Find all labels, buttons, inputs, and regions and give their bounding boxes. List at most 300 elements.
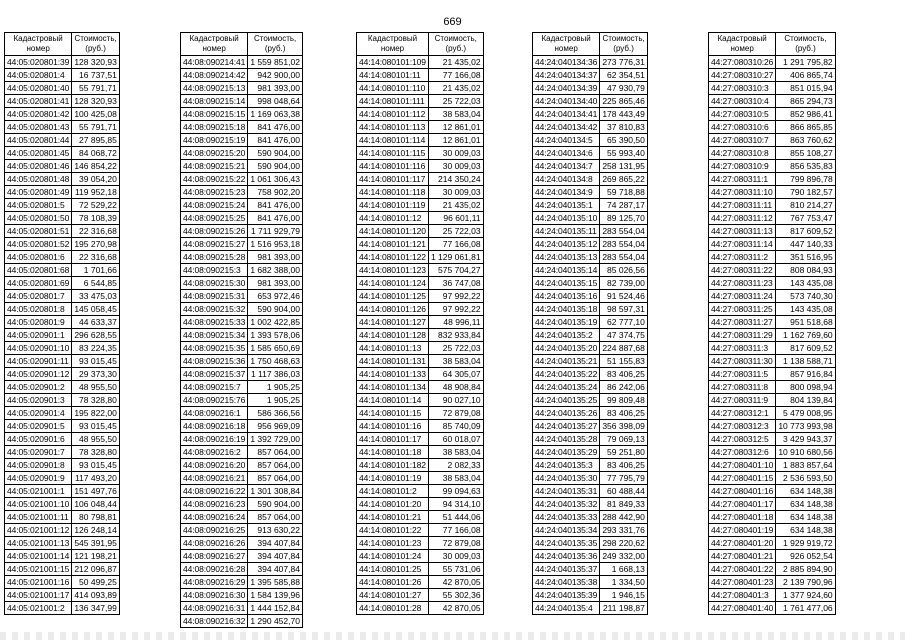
cadastral-number-cell: 44:27:080312:3: [709, 420, 776, 433]
table-row: [709, 459, 836, 472]
cost-cell: 817 609,52: [776, 342, 835, 355]
cadastral-number-cell: 44:08:090215:13: [181, 82, 248, 95]
cadastral-number-cell: 44:05:020801:48: [5, 173, 72, 186]
cadastral-number-cell: 44:08:090214:42: [181, 69, 248, 82]
cost-cell: 211 198,87: [600, 602, 648, 615]
cost-cell: 47 374,75: [600, 329, 648, 342]
cost-cell: 51 444,06: [428, 511, 483, 524]
table-row: [709, 56, 836, 69]
cost-header: Стоимость, (руб.): [248, 33, 303, 56]
table-row: [5, 186, 120, 199]
cadastral-number-cell: 44:08:090215:20: [181, 147, 248, 160]
table-row: [5, 303, 120, 316]
cadastral-number-cell: 44:14:080101:126: [357, 303, 429, 316]
table-row: [709, 225, 836, 238]
table-row: [533, 316, 648, 329]
cadastral-number-cell: 44:08:090215:26: [181, 225, 248, 238]
table-row: [533, 147, 648, 160]
table-row: [357, 186, 484, 199]
cadastral-number-cell: 44:08:090216:25: [181, 524, 248, 537]
cost-cell: 3 429 943,37: [776, 433, 835, 446]
cadastral-number-cell: 44:05:020801:43: [5, 121, 72, 134]
cost-cell: 1 516 953,18: [248, 238, 303, 251]
cadastral-number-cell: 44:05:021001:17: [5, 589, 72, 602]
table-row: [5, 56, 120, 69]
cost-cell: 21 435,02: [428, 56, 483, 69]
cadastral-number-cell: 44:05:020901:1: [5, 329, 72, 342]
cadastral-number-header: Кадастровый номер: [533, 33, 600, 56]
cost-cell: 83 406,25: [600, 368, 648, 381]
cost-cell: 30 009,03: [428, 550, 483, 563]
cost-cell: 106 048,44: [72, 498, 120, 511]
cadastral-number-cell: 44:14:080101:119: [357, 199, 429, 212]
cadastral-number-cell: 44:08:090216:32: [181, 615, 248, 628]
table-row: [181, 498, 303, 511]
cost-cell: 89 125,70: [600, 212, 648, 225]
table-row: [357, 95, 484, 108]
cadastral-number-cell: 44:08:090215:28: [181, 251, 248, 264]
cost-cell: 981 393,00: [248, 82, 303, 95]
cost-cell: 38 583,04: [428, 355, 483, 368]
cadastral-number-cell: 44:05:020901:4: [5, 407, 72, 420]
cadastral-number-cell: 44:24:040135:37: [533, 563, 600, 576]
table-header-row: [709, 33, 836, 56]
cadastral-number-cell: 44:14:080101:112: [357, 108, 429, 121]
cadastral-number-cell: 44:14:080101:27: [357, 589, 429, 602]
cadastral-number-cell: 44:05:020901:8: [5, 459, 72, 472]
cadastral-number-cell: 44:24:040134:40: [533, 95, 600, 108]
cadastral-number-cell: 44:27:080310:5: [709, 108, 776, 121]
cost-table-3: [356, 32, 484, 615]
table-row: [5, 134, 120, 147]
table-row: [533, 212, 648, 225]
cost-cell: 25 722,03: [428, 95, 483, 108]
cost-cell: 74 287,17: [600, 199, 648, 212]
table-row: [181, 485, 303, 498]
cost-cell: 1 905,25: [248, 394, 303, 407]
table-row: [5, 459, 120, 472]
cadastral-number-cell: 44:05:020801:4: [5, 69, 72, 82]
cadastral-number-cell: 44:05:021001:16: [5, 576, 72, 589]
cadastral-number-cell: 44:14:080101:113: [357, 121, 429, 134]
cost-cell: 1 129 061,81: [428, 251, 483, 264]
table-row: [181, 511, 303, 524]
cost-cell: 117 493,20: [72, 472, 120, 485]
cadastral-number-cell: 44:14:080101:134: [357, 381, 429, 394]
table-row: [533, 524, 648, 537]
table-row: [357, 511, 484, 524]
table-row: [5, 277, 120, 290]
table-row: [5, 550, 120, 563]
cost-cell: 128 320,93: [72, 56, 120, 69]
cost-cell: 1 682 388,00: [248, 264, 303, 277]
cost-table-5: [708, 32, 836, 615]
cost-cell: 85 740,09: [428, 420, 483, 433]
cadastral-number-cell: 44:05:020801:9: [5, 316, 72, 329]
cadastral-number-cell: 44:14:080101:24: [357, 550, 429, 563]
cost-cell: 810 214,27: [776, 199, 835, 212]
table-row: [5, 420, 120, 433]
table-row: [709, 446, 836, 459]
cost-cell: 394 407,84: [248, 550, 303, 563]
table-header-row: [357, 33, 484, 56]
cost-cell: 30 009,03: [428, 160, 483, 173]
cadastral-number-cell: 44:08:090215:7: [181, 381, 248, 394]
table-row: [357, 576, 484, 589]
cadastral-number-cell: 44:14:080101:14: [357, 394, 429, 407]
table-row: [181, 199, 303, 212]
cadastral-number-cell: 44:27:080401:21: [709, 550, 776, 563]
table-row: [709, 134, 836, 147]
table-row: [5, 121, 120, 134]
cadastral-number-cell: 44:24:040135:14: [533, 264, 600, 277]
cost-cell: 575 704,27: [428, 264, 483, 277]
cost-cell: 33 475,03: [72, 290, 120, 303]
cadastral-number-cell: 44:05:020801:44: [5, 134, 72, 147]
table-row: [533, 433, 648, 446]
cost-cell: 269 865,22: [600, 173, 648, 186]
cost-cell: 1 169 063,38: [248, 108, 303, 121]
cadastral-number-cell: 44:05:020901:10: [5, 342, 72, 355]
table-row: [357, 212, 484, 225]
table-row: [181, 602, 303, 615]
cost-cell: 38 583,04: [428, 472, 483, 485]
cost-cell: 865 294,73: [776, 95, 835, 108]
cost-cell: 545 391,95: [72, 537, 120, 550]
cadastral-number-cell: 44:08:090215:30: [181, 277, 248, 290]
table-row: [533, 134, 648, 147]
table-row: [357, 381, 484, 394]
cadastral-number-cell: 44:27:080401:15: [709, 472, 776, 485]
cadastral-number-cell: 44:24:040135:11: [533, 225, 600, 238]
cadastral-number-cell: 44:27:080311:1: [709, 173, 776, 186]
cost-cell: 406 865,74: [776, 69, 835, 82]
cadastral-number-cell: 44:08:090216:29: [181, 576, 248, 589]
cost-cell: 5 479 008,95: [776, 407, 835, 420]
table-row: [357, 264, 484, 277]
cadastral-number-cell: 44:24:040135:39: [533, 589, 600, 602]
cost-cell: 573 740,30: [776, 290, 835, 303]
cost-cell: 97 992,22: [428, 303, 483, 316]
cost-cell: 39 054,20: [72, 173, 120, 186]
cadastral-number-cell: 44:08:090215:22: [181, 173, 248, 186]
cadastral-number-cell: 44:05:020901:11: [5, 355, 72, 368]
cadastral-number-cell: 44:08:090215:25: [181, 212, 248, 225]
cadastral-number-cell: 44:27:080310:27: [709, 69, 776, 82]
cadastral-number-cell: 44:27:080310:26: [709, 56, 776, 69]
table-row: [533, 472, 648, 485]
table-row: [357, 368, 484, 381]
table-row: [709, 69, 836, 82]
cost-cell: 225 865,46: [600, 95, 648, 108]
cost-cell: 84 068,72: [72, 147, 120, 160]
cost-cell: 72 529,22: [72, 199, 120, 212]
table-row: [357, 225, 484, 238]
cadastral-number-cell: 44:05:020801:45: [5, 147, 72, 160]
cost-cell: 93 015,45: [72, 459, 120, 472]
table-row: [709, 303, 836, 316]
table-row: [709, 108, 836, 121]
cost-cell: 283 554,04: [600, 251, 648, 264]
cost-cell: 146 854,22: [72, 160, 120, 173]
cost-cell: 214 350,24: [428, 173, 483, 186]
table-row: [181, 576, 303, 589]
cost-cell: 29 373,30: [72, 368, 120, 381]
cost-cell: 10 773 993,98: [776, 420, 835, 433]
table-row: [5, 511, 120, 524]
table-row: [181, 342, 303, 355]
cadastral-number-cell: 44:05:020801:69: [5, 277, 72, 290]
cadastral-number-header: Кадастровый номер: [181, 33, 248, 56]
cost-cell: 1 290 452,70: [248, 615, 303, 628]
table-row: [709, 160, 836, 173]
cadastral-number-cell: 44:24:040135:16: [533, 290, 600, 303]
cost-cell: 55 993,40: [600, 147, 648, 160]
cost-header: Стоимость, (руб.): [776, 33, 835, 56]
cadastral-number-cell: 44:27:080401:10: [709, 459, 776, 472]
cadastral-number-cell: 44:14:080101:124: [357, 277, 429, 290]
table-row: [5, 160, 120, 173]
table-row: [533, 537, 648, 550]
cadastral-number-cell: 44:27:080401:16: [709, 485, 776, 498]
cadastral-number-cell: 44:05:020801:41: [5, 95, 72, 108]
cadastral-number-cell: 44:08:090216:27: [181, 550, 248, 563]
cost-cell: 653 972,46: [248, 290, 303, 303]
cadastral-number-cell: 44:27:080311:30: [709, 355, 776, 368]
cadastral-number-cell: 44:08:090216:24: [181, 511, 248, 524]
cost-cell: 21 435,02: [428, 199, 483, 212]
cadastral-number-cell: 44:24:040135:20: [533, 342, 600, 355]
table-row: [181, 524, 303, 537]
cadastral-number-cell: 44:24:040135:12: [533, 238, 600, 251]
table-row: [5, 576, 120, 589]
cost-cell: 48 955,50: [72, 433, 120, 446]
cadastral-number-cell: 44:05:020901:7: [5, 446, 72, 459]
table-row: [533, 576, 648, 589]
cadastral-number-cell: 44:14:080101:182: [357, 459, 429, 472]
table-row: [5, 69, 120, 82]
cost-cell: 1 750 468,63: [248, 355, 303, 368]
cadastral-number-cell: 44:27:080311:24: [709, 290, 776, 303]
cost-cell: 249 332,00: [600, 550, 648, 563]
cadastral-number-cell: 44:27:080401:17: [709, 498, 776, 511]
cost-cell: 121 198,21: [72, 550, 120, 563]
cost-cell: 44 633,37: [72, 316, 120, 329]
cost-cell: 90 027,10: [428, 394, 483, 407]
cost-cell: 758 902,20: [248, 186, 303, 199]
cost-header: Стоимость, (руб.): [600, 33, 648, 56]
table-row: [181, 381, 303, 394]
table-row: [181, 537, 303, 550]
cadastral-number-cell: 44:05:020801:52: [5, 238, 72, 251]
cost-cell: 293 331,76: [600, 524, 648, 537]
cadastral-number-cell: 44:14:080101:133: [357, 368, 429, 381]
table-row: [181, 303, 303, 316]
table-row: [533, 446, 648, 459]
table-header-row: [5, 33, 120, 56]
cadastral-number-cell: 44:08:090216:2: [181, 446, 248, 459]
cadastral-number-cell: 44:05:021001:2: [5, 602, 72, 615]
table-row: [5, 95, 120, 108]
table-row: [181, 433, 303, 446]
table-row: [357, 56, 484, 69]
cadastral-number-cell: 44:05:020801:6: [5, 251, 72, 264]
cost-cell: 94 314,10: [428, 498, 483, 511]
table-row: [709, 485, 836, 498]
table-row: [181, 472, 303, 485]
cost-cell: 100 425,08: [72, 108, 120, 121]
cost-cell: 86 242,06: [600, 381, 648, 394]
table-row: [5, 368, 120, 381]
table-row: [5, 433, 120, 446]
cost-cell: 273 776,31: [600, 56, 648, 69]
cadastral-number-cell: 44:05:020901:2: [5, 381, 72, 394]
cadastral-number-cell: 44:14:080101:21: [357, 511, 429, 524]
table-row: [5, 498, 120, 511]
table-row: [357, 199, 484, 212]
table-row: [709, 316, 836, 329]
table-row: [709, 381, 836, 394]
cadastral-number-cell: 44:08:090214:41: [181, 56, 248, 69]
table-header-row: [181, 33, 303, 56]
table-row: [533, 173, 648, 186]
cadastral-number-cell: 44:08:090215:3: [181, 264, 248, 277]
table-row: [709, 368, 836, 381]
cost-cell: 851 015,94: [776, 82, 835, 95]
cadastral-number-cell: 44:05:020901:3: [5, 394, 72, 407]
table-row: [709, 82, 836, 95]
cost-cell: 998 048,64: [248, 95, 303, 108]
table-row: [533, 420, 648, 433]
table-row: [357, 329, 484, 342]
cadastral-number-cell: 44:27:080312:5: [709, 433, 776, 446]
cadastral-number-cell: 44:08:090216:1: [181, 407, 248, 420]
cadastral-number-cell: 44:14:080101:28: [357, 602, 429, 615]
cost-cell: 1 395 585,88: [248, 576, 303, 589]
cadastral-number-cell: 44:27:080311:27: [709, 316, 776, 329]
cadastral-number-cell: 44:27:080311:11: [709, 199, 776, 212]
cost-cell: 59 251,80: [600, 446, 648, 459]
cost-cell: 195 270,98: [72, 238, 120, 251]
cost-cell: 151 497,76: [72, 485, 120, 498]
cadastral-number-cell: 44:24:040134:7: [533, 160, 600, 173]
cost-cell: 1 002 422,85: [248, 316, 303, 329]
cadastral-number-cell: 44:14:080101:122: [357, 251, 429, 264]
cost-cell: 1 905,25: [248, 381, 303, 394]
cost-cell: 841 476,00: [248, 134, 303, 147]
table-row: [357, 459, 484, 472]
table-row: [5, 524, 120, 537]
cadastral-number-cell: 44:14:080101:11: [357, 69, 429, 82]
cost-cell: 852 986,41: [776, 108, 835, 121]
cadastral-number-cell: 44:05:020801:7: [5, 290, 72, 303]
cadastral-number-cell: 44:24:040134:8: [533, 173, 600, 186]
table-row: [5, 251, 120, 264]
table-row: [709, 147, 836, 160]
cost-cell: 143 435,08: [776, 277, 835, 290]
cadastral-number-cell: 44:08:090215:19: [181, 134, 248, 147]
table-row: [709, 511, 836, 524]
cost-cell: 258 131,95: [600, 160, 648, 173]
cadastral-number-cell: 44:24:040134:39: [533, 82, 600, 95]
cost-cell: 59 718,88: [600, 186, 648, 199]
cost-cell: 42 870,05: [428, 602, 483, 615]
cadastral-number-cell: 44:05:020801:46: [5, 160, 72, 173]
table-row: [709, 95, 836, 108]
table-row: [181, 95, 303, 108]
cadastral-number-cell: 44:14:080101:125: [357, 290, 429, 303]
table-row: [533, 563, 648, 576]
cadastral-number-cell: 44:05:021001:12: [5, 524, 72, 537]
table-row: [5, 264, 120, 277]
table-row: [181, 173, 303, 186]
cadastral-number-cell: 44:24:040135:19: [533, 316, 600, 329]
cost-cell: 62 777,10: [600, 316, 648, 329]
table-row: [709, 420, 836, 433]
cost-cell: 832 933,84: [428, 329, 483, 342]
table-row: [357, 498, 484, 511]
cost-cell: 447 140,33: [776, 238, 835, 251]
cost-cell: 77 795,79: [600, 472, 648, 485]
table-row: [181, 550, 303, 563]
cost-cell: 1 668,13: [600, 563, 648, 576]
table-row: [357, 69, 484, 82]
table-row: [357, 485, 484, 498]
table-row: [181, 459, 303, 472]
cadastral-number-cell: 44:14:080101:15: [357, 407, 429, 420]
cadastral-number-cell: 44:27:080401:19: [709, 524, 776, 537]
cadastral-number-cell: 44:27:080401:3: [709, 589, 776, 602]
cadastral-number-cell: 44:24:040135:30: [533, 472, 600, 485]
cadastral-number-header: Кадастровый номер: [357, 33, 429, 56]
cost-cell: 296 628,55: [72, 329, 120, 342]
cost-cell: 79 069,13: [600, 433, 648, 446]
table-row: [181, 69, 303, 82]
cost-cell: 799 896,78: [776, 173, 835, 186]
cost-cell: 38 583,04: [428, 446, 483, 459]
table-row: [5, 342, 120, 355]
cadastral-number-cell: 44:08:090216:26: [181, 537, 248, 550]
table-row: [357, 316, 484, 329]
cadastral-number-cell: 44:24:040134:36: [533, 56, 600, 69]
cadastral-number-cell: 44:08:090215:32: [181, 303, 248, 316]
table-row: [181, 160, 303, 173]
cost-cell: 817 609,52: [776, 225, 835, 238]
table-row: [533, 355, 648, 368]
cost-cell: 926 052,54: [776, 550, 835, 563]
cost-cell: 80 798,81: [72, 511, 120, 524]
cadastral-number-cell: 44:05:020901:5: [5, 420, 72, 433]
table-row: [709, 186, 836, 199]
cadastral-number-cell: 44:24:040135:4: [533, 602, 600, 615]
cadastral-number-cell: 44:14:080101:18: [357, 446, 429, 459]
table-row: [533, 342, 648, 355]
cadastral-number-cell: 44:08:090216:19: [181, 433, 248, 446]
cadastral-number-cell: 44:14:080101:131: [357, 355, 429, 368]
cost-cell: 55 791,71: [72, 121, 120, 134]
table-row: [533, 459, 648, 472]
cost-cell: 857 916,84: [776, 368, 835, 381]
cadastral-number-cell: 44:24:040135:32: [533, 498, 600, 511]
cost-cell: 38 583,04: [428, 108, 483, 121]
table-row: [357, 238, 484, 251]
table-row: [181, 56, 303, 69]
cadastral-number-cell: 44:27:080312:6: [709, 446, 776, 459]
table-row: [709, 290, 836, 303]
cost-cell: 91 524,46: [600, 290, 648, 303]
cadastral-number-cell: 44:08:090215:24: [181, 199, 248, 212]
cost-cell: 98 597,31: [600, 303, 648, 316]
